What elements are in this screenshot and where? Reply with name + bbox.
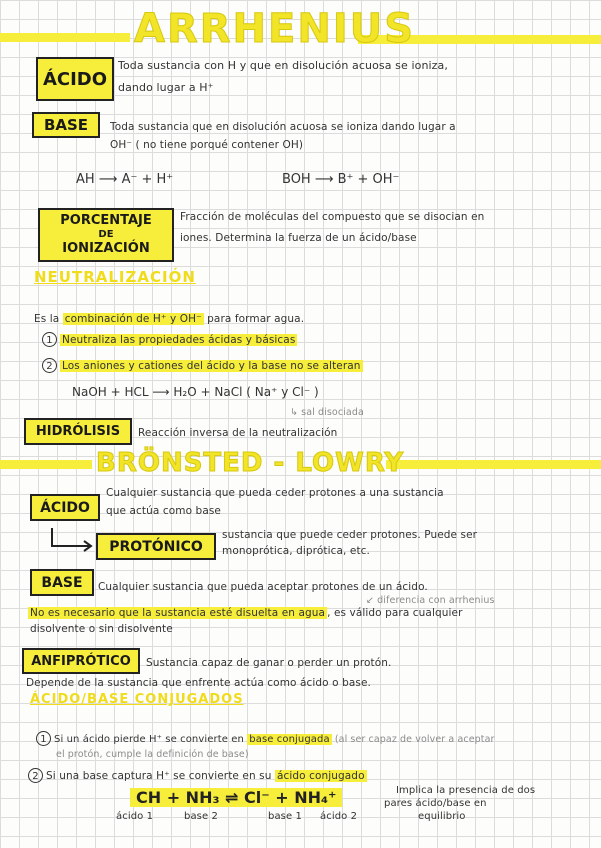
neutralizacion-item-2-text: Los aniones y cationes del ácido y la base no se alteran [62, 360, 361, 372]
bronsted-acido-label: ÁCIDO [30, 494, 100, 521]
protonico-def-1: sustancia que puede ceder protones. Puede ser [222, 529, 478, 541]
item-number-circle: 2 [28, 768, 43, 783]
conjugados-item-2 [28, 767, 367, 785]
item-number-circle: 2 [42, 358, 57, 373]
conjugados-side-note-1: Implica la presencia de dos [396, 785, 536, 796]
conjugados-item-1-post: (al ser capaz de volver a aceptar [331, 734, 495, 745]
protonico-label: PROTÓNICO [96, 533, 216, 560]
bronsted-title: BRÖNSTED - LOWRY [96, 448, 405, 478]
bronsted-base-note: ↙ diferencia con arrhenius [366, 595, 495, 606]
arrhenius-acid-equation: AH ⟶ A⁻ + H⁺ [76, 172, 174, 187]
arrow-to-protonico-icon [48, 526, 96, 552]
bronsted-base-extra-post: , es válido para cualquier [327, 607, 463, 619]
label-acido-2: ácido 2 [320, 811, 358, 822]
neutralizacion-equation: NaOH + HCL ⟶ H₂O + NaCl ( Na⁺ y Cl⁻ ) [72, 385, 319, 399]
bronsted-acido-def-2: que actúa como base [106, 505, 221, 517]
porcentaje-label-line-1: PORCENTAJE [60, 213, 152, 228]
porcentaje-ionizacion-label [38, 208, 174, 262]
anfiprotico-extra: Depende de la sustancia que enfrente actúa como ácido o base. [26, 677, 371, 689]
porcentaje-def-2: iones. Determina la fuerza de un ácido/base [180, 232, 417, 244]
conjugados-item-2-pre: Si una base captura H⁺ se convierte en su [46, 770, 275, 782]
protonico-def-2: monoprótica, diprótica, etc. [222, 545, 370, 557]
conjugados-item-1-highlight: base conjugada [249, 734, 330, 745]
conjugados-side-note-3: equilibrio [418, 811, 466, 822]
title-stripe-left [0, 33, 130, 42]
conjugados-side-note-2: pares ácido/base en [384, 798, 487, 809]
label-base-1: base 1 [268, 811, 302, 822]
bronsted-stripe-left [0, 460, 92, 469]
anfiprotico-def: Sustancia capaz de ganar o perder un protón. [146, 657, 392, 669]
arrhenius-acido-label: ÁCIDO [36, 57, 114, 101]
hidrolisis-label: HIDRÓLISIS [24, 418, 132, 445]
bronsted-stripe-right [386, 460, 601, 469]
arrhenius-acido-def-2: dando lugar a H⁺ [118, 81, 214, 94]
hidrolisis-def: Reacción inversa de la neutralización [138, 427, 338, 439]
arrhenius-title: ARRHENIUS [134, 6, 416, 52]
conjugados-item-1-pre: Si un ácido pierde H⁺ se convierte en [54, 734, 248, 745]
neutralizacion-intro [34, 310, 304, 328]
neutralizacion-intro-highlight: combinación de H⁺ y OH⁻ [64, 313, 202, 325]
neutralizacion-item-2 [42, 357, 363, 375]
arrhenius-base-def-2: OH⁻ ( no tiene porqué contener OH) [110, 139, 304, 151]
porcentaje-def-1: Fracción de moléculas del compuesto que se disocian en [180, 211, 485, 223]
anfiprotico-label: ANFIPRÓTICO [22, 648, 140, 674]
conjugados-item-1-line-2: el protón, cumple la definición de base) [56, 749, 249, 760]
conjugados-title: ÁCIDO/BASE CONJUGADOS [30, 692, 244, 707]
label-acido-1: ácido 1 [116, 811, 154, 822]
neutralizacion-item-1 [42, 331, 297, 349]
item-number-circle: 1 [42, 332, 57, 347]
bronsted-base-label: BASE [30, 569, 94, 596]
neutralizacion-note: ↳ sal disociada [290, 407, 364, 418]
porcentaje-label-line-2: DE [98, 229, 114, 240]
arrhenius-acido-def-1: Toda sustancia con H y que en disolución acuosa se ioniza, [118, 59, 448, 72]
arrhenius-base-equation: BOH ⟶ B⁺ + OH⁻ [282, 172, 400, 187]
item-number-circle: 1 [36, 731, 51, 746]
neutralizacion-intro-post: para formar agua. [203, 313, 305, 325]
conjugados-item-2-highlight: ácido conjugado [276, 770, 365, 782]
bronsted-acido-def-1: Cualquier sustancia que pueda ceder protones a una sustancia [106, 487, 444, 499]
conjugados-equation: CH + NH₃ ⇌ Cl⁻ + NH₄⁺ [130, 788, 342, 807]
neutralizacion-title: NEUTRALIZACIÓN [34, 268, 196, 286]
neutralizacion-intro-pre: Es la [34, 313, 63, 325]
arrhenius-base-def-1: Toda sustancia que en disolución acuosa se ioniza dando lugar a [110, 121, 456, 133]
label-base-2: base 2 [184, 811, 218, 822]
arrhenius-base-label: BASE [32, 112, 100, 138]
porcentaje-label-line-3: IONIZACIÓN [62, 241, 150, 256]
bronsted-base-extra-2: disolvente o sin disolvente [30, 623, 173, 635]
bronsted-base-extra-highlight: No es necesario que la sustancia esté disuelta en agua [30, 607, 326, 619]
neutralizacion-item-1-text: Neutraliza las propiedades ácidas y básicas [62, 334, 296, 346]
bronsted-base-def: Cualquier sustancia que pueda aceptar protones de un ácido. [98, 581, 428, 593]
